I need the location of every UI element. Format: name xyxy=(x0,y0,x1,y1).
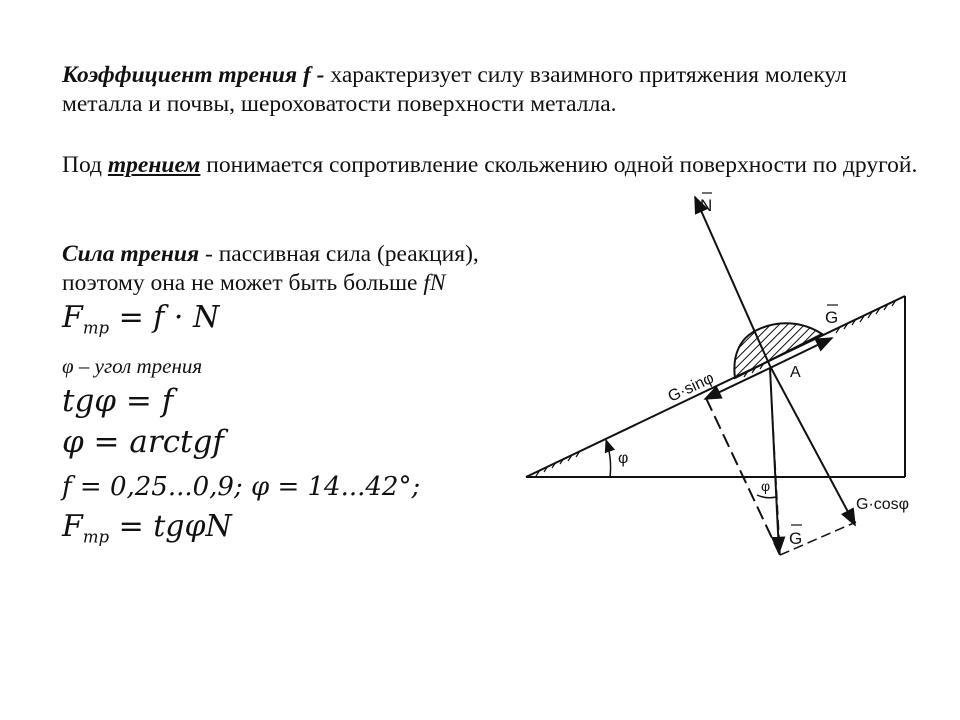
formula-friction-angle-def: φ – угол трения xyxy=(62,354,203,378)
friction-force-term: Сила трения xyxy=(62,241,200,267)
formula-friction-force-tangent xyxy=(62,509,232,547)
label-G-sin: G·sinφ xyxy=(665,369,717,406)
label-G-top: G xyxy=(825,308,839,327)
friction-definition-paragraph xyxy=(62,151,932,180)
friction-force-limit: fN xyxy=(423,270,446,296)
formula-arctangent: φ = arctgf xyxy=(62,424,224,460)
label-G-cos: G·cosφ xyxy=(856,496,910,513)
label-A: A xyxy=(790,364,801,381)
formula-f1-sub: тр xyxy=(82,318,110,338)
gravity-vertical-arrow xyxy=(770,368,779,553)
label-phi-left: φ xyxy=(618,450,629,467)
label-G-bottom: G xyxy=(789,529,803,548)
normal-force-extension xyxy=(770,366,855,525)
formula-friction-force xyxy=(62,300,219,338)
friction-coefficient-text: характеризует силу взаимного притяжения молекул металла и почвы, шероховатости поверхности металла. xyxy=(62,62,847,117)
angle-arc-bottom xyxy=(757,495,776,498)
label-N: N xyxy=(700,196,713,215)
friction-term: трением xyxy=(107,152,201,178)
friction-coefficient-paragraph xyxy=(62,61,922,119)
friction-force-text: - пассивная сила (реакция), поэтому она не может быть больше xyxy=(62,241,479,296)
hatched-body xyxy=(734,323,822,378)
formula-f6-rest: = tgφN xyxy=(109,509,232,544)
formula-f6-main: F xyxy=(62,509,83,544)
angle-arc-left xyxy=(606,440,611,477)
formula-value-ranges: f = 0,25...0,9; φ = 14...42°; xyxy=(62,472,421,502)
formula-tangent: tgφ = f xyxy=(62,383,174,419)
friction-coefficient-term: Коэффициент трения f - xyxy=(62,62,325,88)
inclined-plane-diagram xyxy=(520,180,920,580)
friction-force-paragraph xyxy=(62,240,532,298)
formula-f1-rest: = f · N xyxy=(109,300,220,335)
formula-f1-main: F xyxy=(62,300,83,335)
friction-definition-text: понимается сопротивление скольжению одной поверхности по другой. xyxy=(200,152,918,178)
normal-force-arrow xyxy=(695,197,770,366)
friction-definition-lead: Под xyxy=(62,152,108,178)
label-phi-bottom: φ xyxy=(761,478,771,494)
formula-f6-sub: тр xyxy=(82,527,110,547)
